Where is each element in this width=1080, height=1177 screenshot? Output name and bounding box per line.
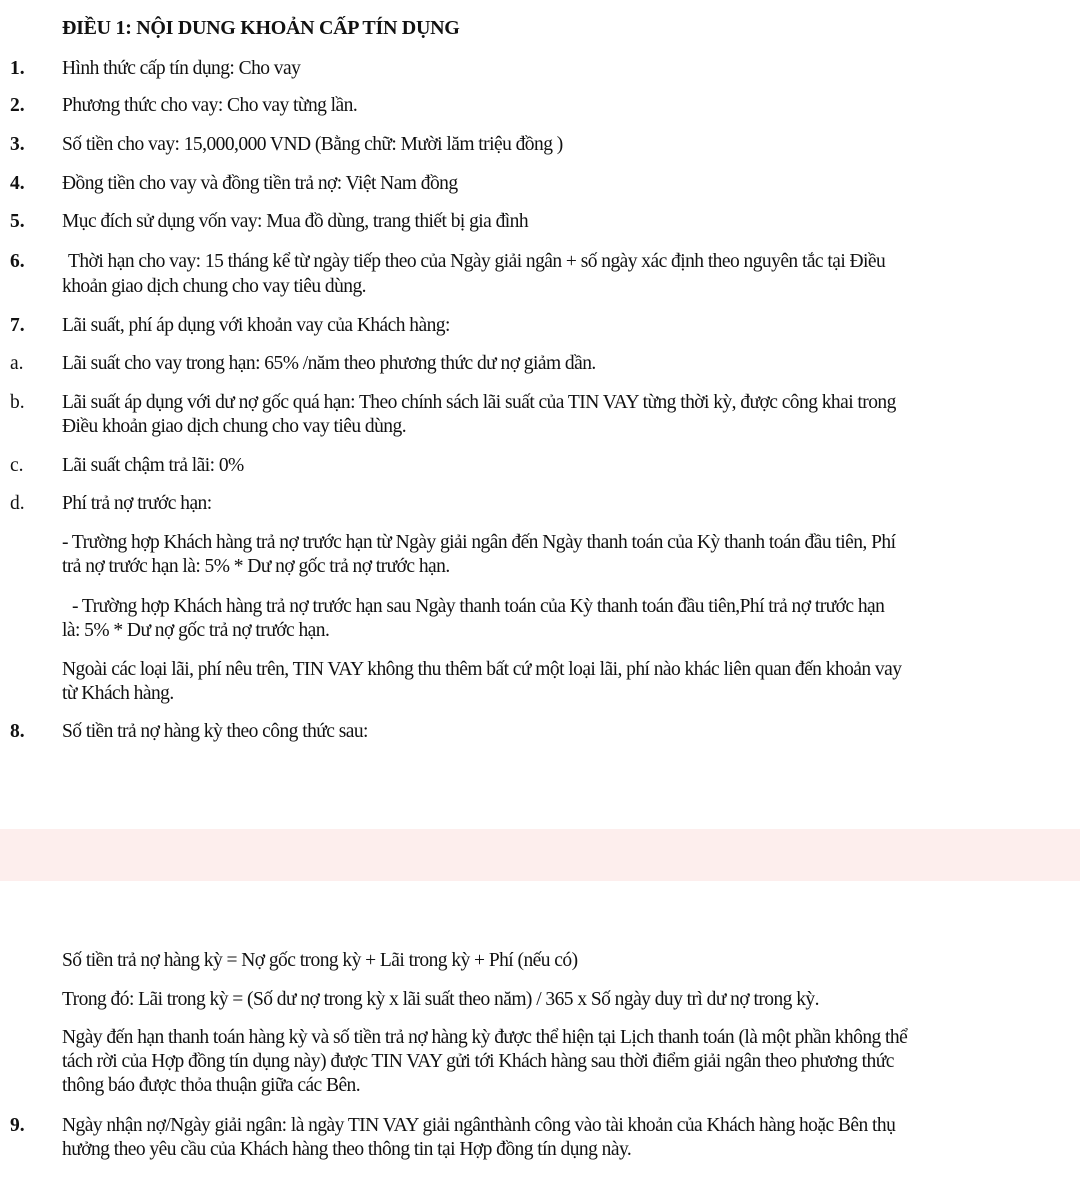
item-number: 7.: [10, 315, 25, 336]
schedule-paragraph-line-1: Ngày đến hạn thanh toán hàng kỳ và số tiền trả nợ hàng kỳ được thể hiện tại Lịch thanh toán (là một phần không thể: [62, 1027, 908, 1048]
no-other-fees-line-1: Ngoài các loại lãi, phí nêu trên, TIN VAY không thu thêm bất cứ một loại lãi, phí nào khác liên quan đến khoản vay: [62, 659, 902, 680]
sub-item-text: Phí trả nợ trước hạn:: [62, 493, 212, 514]
item-number: 4.: [10, 173, 25, 194]
interest-formula-line: Trong đó: Lãi trong kỳ = (Số dư nợ trong kỳ x lãi suất theo năm) / 365 x Số ngày duy trì dư nợ trong kỳ.: [62, 989, 819, 1010]
schedule-paragraph-line-3: thông báo được thỏa thuận giữa các Bên.: [62, 1075, 361, 1096]
formula-line: Số tiền trả nợ hàng kỳ = Nợ gốc trong kỳ + Lãi trong kỳ + Phí (nếu có): [62, 950, 578, 971]
prepay-case-2-line-2: là: 5% * Dư nợ gốc trả nợ trước hạn.: [62, 620, 330, 641]
sub-item-letter: c.: [10, 455, 24, 476]
item-text: Đồng tiền cho vay và đồng tiền trả nợ: Việt Nam đồng: [62, 173, 458, 194]
section-title: ĐIỀU 1: NỘI DUNG KHOẢN CẤP TÍN DỤNG: [62, 17, 460, 39]
item-text-line-2: hưởng theo yêu cầu của Khách hàng theo thông tin tại Hợp đồng tín dụng này.: [62, 1139, 632, 1160]
item-number: 8.: [10, 721, 25, 742]
item-text-line-1: Thời hạn cho vay: 15 tháng kể từ ngày tiếp theo của Ngày giải ngân + số ngày xác định theo nguyên tắc tại Điều: [68, 251, 886, 272]
sub-item-text: Lãi suất chậm trả lãi: 0%: [62, 455, 244, 476]
sub-item-letter: a.: [10, 353, 24, 374]
sub-item-letter: b.: [10, 392, 25, 413]
item-text: Phương thức cho vay: Cho vay từng lần.: [62, 95, 358, 116]
sub-item-text-line-2: Điều khoản giao dịch chung cho vay tiêu dùng.: [62, 416, 407, 437]
item-text-line-2: khoản giao dịch chung cho vay tiêu dùng.: [62, 276, 367, 297]
prepay-case-1-line-1: - Trường hợp Khách hàng trả nợ trước hạn từ Ngày giải ngân đến Ngày thanh toán của Kỳ thanh toán đầu tiên, Phí: [62, 532, 896, 553]
highlight-band: [0, 829, 1080, 881]
item-number: 2.: [10, 95, 25, 116]
item-text: Lãi suất, phí áp dụng với khoản vay của Khách hàng:: [62, 315, 450, 336]
sub-item-text-line-1: Lãi suất áp dụng với dư nợ gốc quá hạn: Theo chính sách lãi suất của TIN VAY từng thời kỳ, được công khai trong: [62, 392, 896, 413]
sub-item-text: Lãi suất cho vay trong hạn: 65% /năm theo phương thức dư nợ giảm dần.: [62, 353, 596, 374]
prepay-case-1-line-2: trả nợ trước hạn là: 5% * Dư nợ gốc trả nợ trước hạn.: [62, 556, 450, 577]
item-text: Hình thức cấp tín dụng: Cho vay: [62, 58, 301, 79]
item-number: 9.: [10, 1115, 25, 1136]
item-number: 3.: [10, 134, 25, 155]
item-text: Số tiền cho vay: 15,000,000 VND (Bằng chữ: Mười lăm triệu đồng ): [62, 134, 563, 155]
no-other-fees-line-2: từ Khách hàng.: [62, 683, 174, 704]
sub-item-letter: d.: [10, 493, 25, 514]
schedule-paragraph-line-2: tách rời của Hợp đồng tín dụng này) được TIN VAY gửi tới Khách hàng sau thời điểm giải ngân theo phương thức: [62, 1051, 894, 1072]
item-text: Mục đích sử dụng vốn vay: Mua đồ dùng, trang thiết bị gia đình: [62, 211, 529, 232]
item-text: Số tiền trả nợ hàng kỳ theo công thức sau:: [62, 721, 368, 742]
item-text-line-1: Ngày nhận nợ/Ngày giải ngân: là ngày TIN VAY giải ngânthành công vào tài khoản của Khách hàng hoặc Bên thụ: [62, 1115, 896, 1136]
item-number: 1.: [10, 58, 25, 79]
item-number: 5.: [10, 211, 25, 232]
prepay-case-2-line-1: - Trường hợp Khách hàng trả nợ trước hạn sau Ngày thanh toán của Kỳ thanh toán đầu tiên,Phí trả nợ trước hạn: [72, 596, 885, 617]
item-number: 6.: [10, 251, 25, 272]
